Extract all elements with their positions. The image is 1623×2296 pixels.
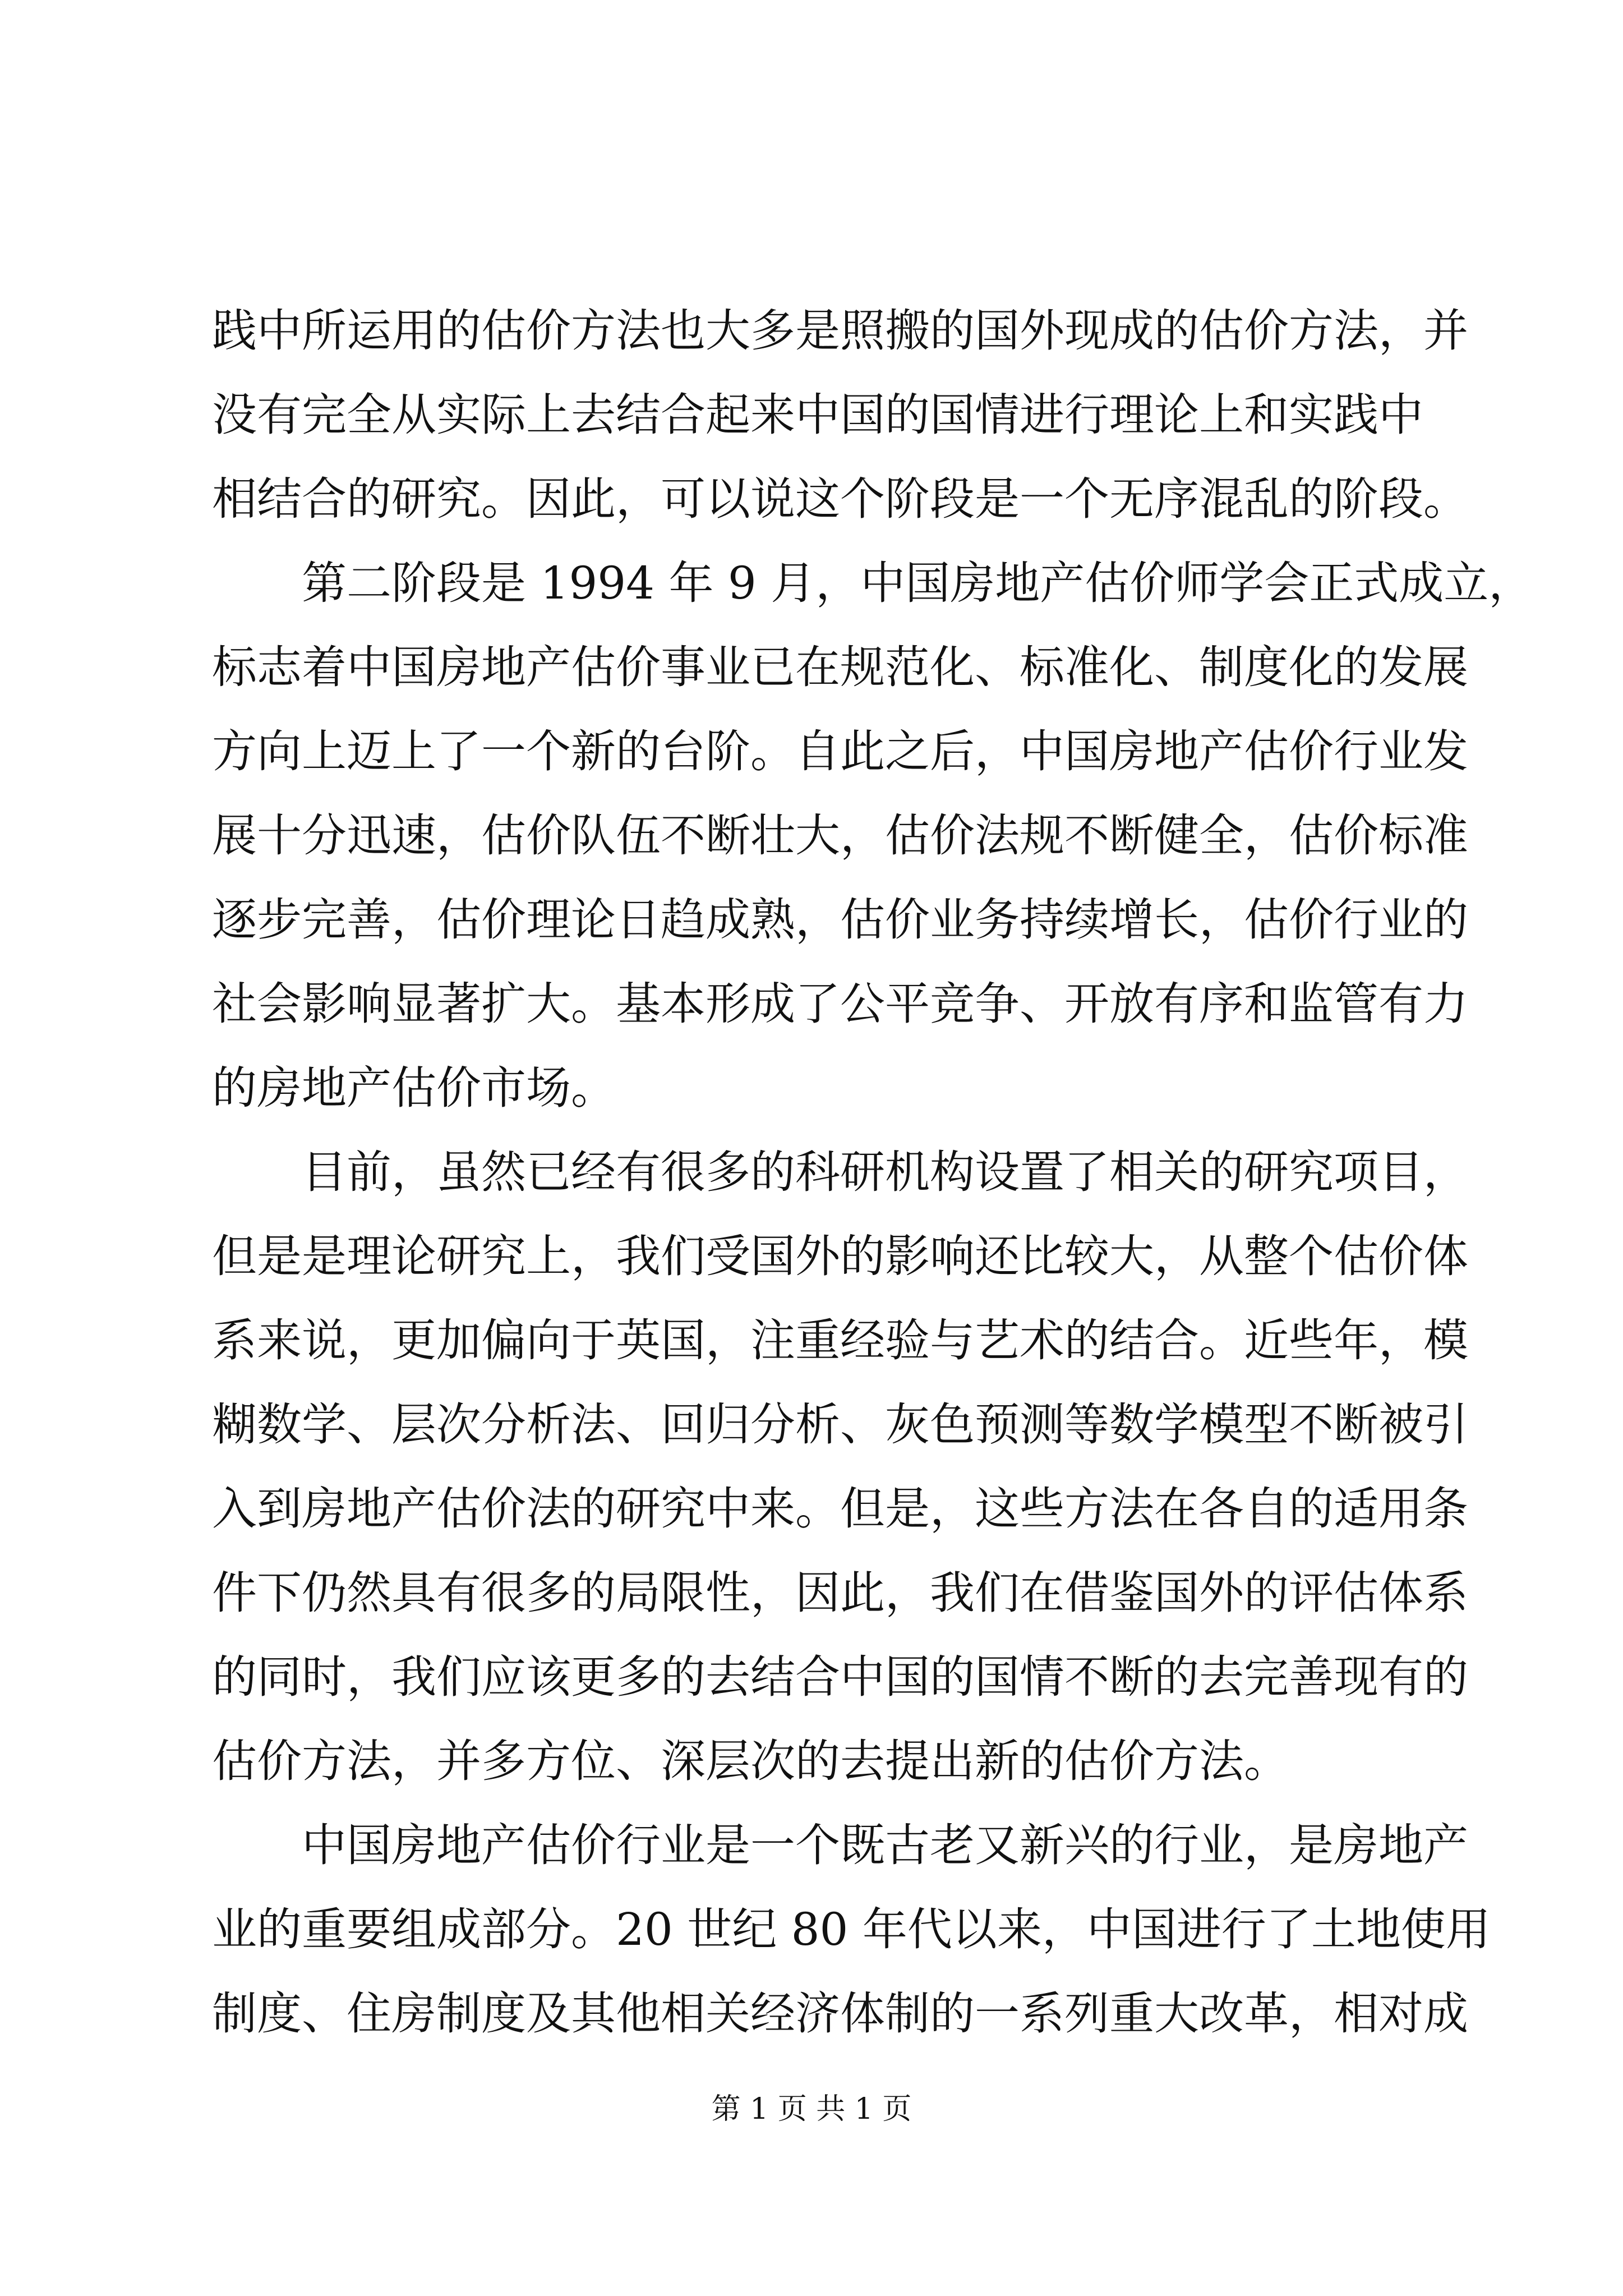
text-line-5: 标志着中国房地产估价事业已在规范化、标准化、制度化的发展: [212, 641, 1468, 693]
text-line-11: 目前，虽然已经有很多的科研机构设置了相关的研究项目，: [302, 1146, 1468, 1198]
text-line-19: 中国房地产估价行业是一个既古老又新兴的行业，是房地产: [302, 1819, 1468, 1871]
text-line-3: 相结合的研究。因此，可以说这个阶段是一个无序混乱的阶段。: [212, 473, 1468, 525]
text-line-8: 逐步完善，估价理论日趋成熟，估价业务持续增长，估价行业的: [212, 894, 1468, 946]
text-line-17: 的同时，我们应该更多的去结合中国的国情不断的去完善现有的: [212, 1651, 1468, 1703]
text-line-16: 件下仍然具有很多的局限性，因此，我们在借鉴国外的评估体系: [212, 1567, 1468, 1619]
text-line-18: 估价方法，并多方位、深层次的去提出新的估价方法。: [212, 1735, 1289, 1787]
text-line-21: 制度、住房制度及其他相关经济体制的一系列重大改革，相对成: [212, 1987, 1468, 2040]
text-line-10: 的房地产估价市场。: [212, 1062, 616, 1114]
text-line-20: 业的重要组成部分。20 世纪 80 年代以来，中国进行了土地使用: [212, 1903, 1491, 1955]
text-line-7: 展十分迅速，估价队伍不断壮大，估价法规不断健全，估价标准: [212, 809, 1468, 862]
text-line-9: 社会影响显著扩大。基本形成了公平竞争、开放有序和监管有力: [212, 978, 1468, 1030]
text-line-2: 没有完全从实际上去结合起来中国的国情进行理论上和实践中: [212, 389, 1423, 441]
text-line-14: 糊数学、层次分析法、回归分析、灰色预测等数学模型不断被引: [212, 1398, 1468, 1451]
text-line-1: 践中所运用的估价方法也大多是照搬的国外现成的估价方法，并: [212, 305, 1468, 357]
text-line-15: 入到房地产估价法的研究中来。但是，这些方法在各自的适用条: [212, 1483, 1468, 1535]
page-footer: 第 1 页 共 1 页: [711, 2092, 912, 2126]
text-line-4: 第二阶段是 1994 年 9 月，中国房地产估价师学会正式成立，: [302, 557, 1534, 609]
text-line-12: 但是是理论研究上，我们受国外的影响还比较大，从整个估价体: [212, 1230, 1468, 1282]
text-line-13: 系来说，更加偏向于英国，注重经验与艺术的结合。近些年，模: [212, 1314, 1468, 1366]
text-line-6: 方向上迈上了一个新的台阶。自此之后，中国房地产估价行业发: [212, 725, 1468, 777]
